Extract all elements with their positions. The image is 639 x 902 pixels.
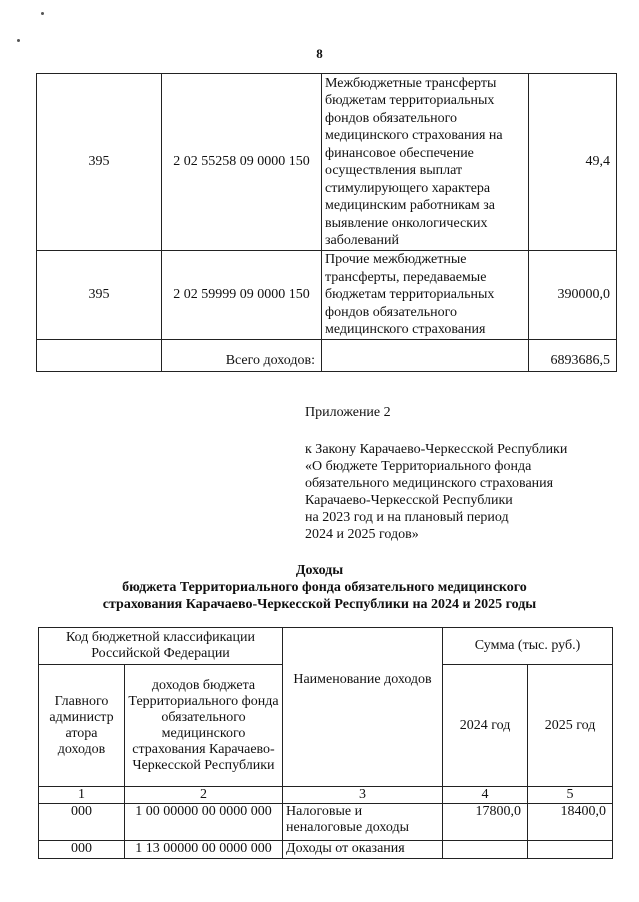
table-row [39, 804, 613, 841]
column-number: 3 [283, 787, 443, 804]
name-header: Наименование доходов [283, 628, 443, 787]
column-number: 2 [125, 787, 283, 804]
sum-header: Сумма (тыс. руб.) [443, 628, 613, 665]
admin-code-cell: 000 [39, 841, 125, 859]
sum-2024-cell [443, 841, 528, 859]
table-row [37, 251, 617, 340]
scan-speck [41, 12, 44, 15]
year-2024-header: 2024 год [443, 665, 528, 787]
budget-code-cell: 2 02 55258 09 0000 150 [162, 74, 322, 251]
empty-cell [37, 340, 162, 372]
total-sum: 6893686,5 [529, 340, 617, 372]
revenue-name-cell: Межбюджетные трансферты бюджетам территориальных фондов обязательного медицинского страхования на финансовое обеспечение осуществления выплат стимулирующего характера медицинским работникам за выявление онкологических заболеваний [322, 74, 529, 251]
table-row [39, 841, 613, 859]
appendix-line: Карачаево-Черкесской Республики [305, 493, 513, 508]
admin-code-cell: 000 [39, 804, 125, 841]
budget-code-cell: 1 00 00000 00 0000 000 [125, 804, 283, 841]
appendix-line: «О бюджете Территориального фонда [305, 459, 532, 474]
page-number: 8 [316, 46, 323, 61]
sum-cell: 390000,0 [529, 251, 617, 340]
heading-subtitle: бюджета Территориального фонда обязательного медицинского [122, 580, 527, 595]
revenue-name-cell: Налоговые и неналоговые доходы [283, 804, 443, 841]
table-row [37, 74, 617, 251]
sum-2025-cell: 18400,0 [528, 804, 613, 841]
revenue-table-continuation [36, 73, 617, 372]
budget-code-cell: 2 02 59999 09 0000 150 [162, 251, 322, 340]
admin-code-cell: 395 [37, 74, 162, 251]
revenue-name-cell: Прочие межбюджетные трансферты, передаваемые бюджетам территориальных фондов обязательного медицинского страхования [322, 251, 529, 340]
total-label: Всего доходов: [162, 340, 322, 372]
main-admin-header: Главного администр атора доходов [39, 665, 125, 787]
column-number: 1 [39, 787, 125, 804]
empty-cell [322, 340, 529, 372]
sum-2025-cell [528, 841, 613, 859]
revenue-code-header: доходов бюджета Территориального фонда обязательного медицинского страхования Карачаево-Черкесской Республики [125, 665, 283, 787]
header-row [39, 628, 613, 665]
sum-2024-cell: 17800,0 [443, 804, 528, 841]
appendix-line: на 2023 год и на плановый период [305, 510, 509, 525]
appendix-text [305, 441, 625, 543]
budget-code-cell: 1 13 00000 00 0000 000 [125, 841, 283, 859]
revenue-name-cell: Доходы от оказания [283, 841, 443, 859]
total-row [37, 340, 617, 372]
appendix-line: к Закону Карачаево-Черкесской Республики [305, 442, 568, 457]
scan-speck [17, 39, 20, 42]
appendix-title: Приложение 2 [305, 405, 391, 420]
admin-code-cell: 395 [37, 251, 162, 340]
column-number: 4 [443, 787, 528, 804]
appendix-line: 2024 и 2025 годов» [305, 527, 419, 542]
revenue-forecast-table [38, 627, 613, 859]
year-2025-header: 2025 год [528, 665, 613, 787]
classification-header: Код бюджетной классификации Российской Федерации [39, 628, 283, 665]
heading-title: Доходы [295, 563, 344, 578]
column-number-row [39, 787, 613, 804]
appendix-line: обязательного медицинского страхования [305, 476, 554, 491]
column-number: 5 [528, 787, 613, 804]
sum-cell: 49,4 [529, 74, 617, 251]
heading-subtitle: страхования Карачаево-Черкесской Республики на 2024 и 2025 годы [102, 597, 537, 612]
